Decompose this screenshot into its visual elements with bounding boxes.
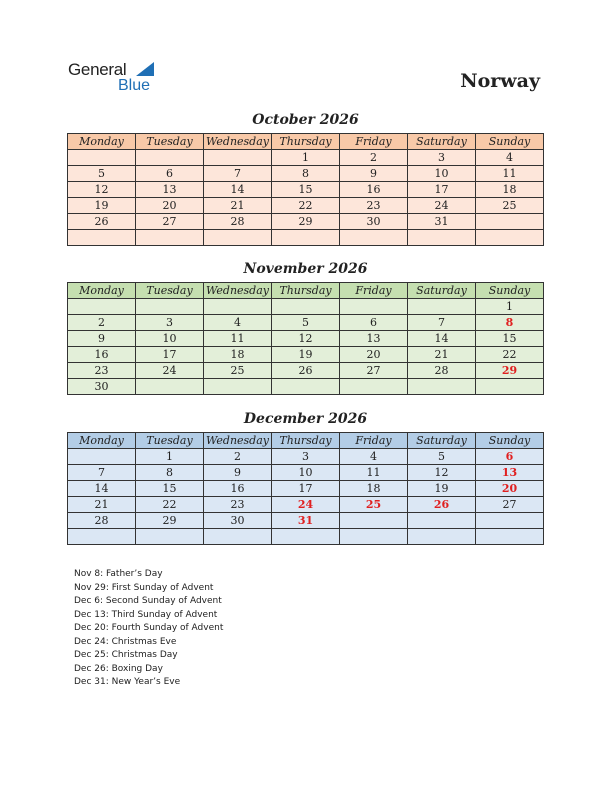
day-cell — [68, 299, 136, 315]
day-cell: 30 — [68, 379, 136, 395]
day-cell: 11 — [476, 166, 544, 182]
holiday-item: Dec 31: New Year’s Eve — [74, 677, 181, 687]
day-cell: 3 — [136, 315, 204, 331]
week-row — [68, 347, 544, 363]
day-cell — [136, 379, 204, 395]
week-row — [68, 363, 544, 379]
day-cell: 19 — [68, 198, 136, 214]
weekday-header-row — [68, 283, 544, 299]
weekday-header: Friday — [340, 283, 408, 299]
day-cell — [68, 230, 136, 246]
day-cell: 12 — [408, 465, 476, 481]
day-cell: 17 — [136, 347, 204, 363]
weekday-header: Monday — [68, 283, 136, 299]
day-cell: 6 — [340, 315, 408, 331]
day-cell: 31 — [408, 214, 476, 230]
day-cell: 20 — [136, 198, 204, 214]
calendar-body — [68, 150, 544, 246]
day-cell: 22 — [136, 497, 204, 513]
week-row — [68, 315, 544, 331]
day-cell: 23 — [204, 497, 272, 513]
day-cell — [476, 529, 544, 545]
day-cell: 20 — [340, 347, 408, 363]
weekday-header: Saturday — [408, 134, 476, 150]
day-cell: 9 — [204, 465, 272, 481]
day-cell: 13 — [136, 182, 204, 198]
weekday-header: Thursday — [272, 433, 340, 449]
day-cell: 12 — [272, 331, 340, 347]
weekday-header: Thursday — [272, 283, 340, 299]
day-cell: 30 — [204, 513, 272, 529]
day-cell: 25 — [204, 363, 272, 379]
day-cell: 8 — [272, 166, 340, 182]
week-row — [68, 331, 544, 347]
holiday-item: Dec 26: Boxing Day — [74, 663, 163, 674]
day-cell: 22 — [476, 347, 544, 363]
day-cell: 23 — [68, 363, 136, 379]
day-cell: 4 — [204, 315, 272, 331]
day-cell: 23 — [340, 198, 408, 214]
day-cell — [136, 299, 204, 315]
day-cell — [68, 150, 136, 166]
day-cell — [204, 529, 272, 545]
holiday-item: Dec 6: Second Sunday of Advent — [74, 596, 222, 606]
day-cell — [408, 299, 476, 315]
day-cell: 21 — [408, 347, 476, 363]
calendar-november — [67, 282, 544, 395]
logo-text-general: General — [68, 60, 127, 79]
week-row — [68, 182, 544, 198]
day-cell: 30 — [340, 214, 408, 230]
day-cell: 29 — [272, 214, 340, 230]
day-cell — [68, 529, 136, 545]
weekday-header: Tuesday — [136, 433, 204, 449]
day-cell: 2 — [340, 150, 408, 166]
day-cell: 11 — [204, 331, 272, 347]
week-row — [68, 449, 544, 465]
day-cell — [136, 230, 204, 246]
day-cell: 9 — [68, 331, 136, 347]
day-cell — [204, 299, 272, 315]
day-cell — [204, 230, 272, 246]
weekday-header: Tuesday — [136, 283, 204, 299]
day-cell: 16 — [340, 182, 408, 198]
day-cell: 7 — [408, 315, 476, 331]
week-row — [68, 198, 544, 214]
weekday-header: Friday — [340, 433, 408, 449]
day-cell: 19 — [272, 347, 340, 363]
day-cell: 14 — [204, 182, 272, 198]
day-cell: 10 — [408, 166, 476, 182]
holiday-item: Dec 13: Third Sunday of Advent — [74, 609, 218, 620]
day-cell: 24 — [272, 497, 340, 513]
weekday-header: Tuesday — [136, 134, 204, 150]
day-cell: 3 — [408, 150, 476, 166]
weekday-header: Wednesday — [204, 134, 272, 150]
holiday-item: Dec 24: Christmas Eve — [74, 636, 177, 647]
day-cell: 18 — [204, 347, 272, 363]
day-cell: 3 — [272, 449, 340, 465]
day-cell: 18 — [476, 182, 544, 198]
day-cell: 13 — [476, 465, 544, 481]
week-row — [68, 166, 544, 182]
day-cell: 16 — [204, 481, 272, 497]
day-cell: 4 — [340, 449, 408, 465]
holiday-item: Nov 29: First Sunday of Advent — [74, 582, 214, 593]
weekday-header: Monday — [68, 433, 136, 449]
day-cell: 1 — [136, 449, 204, 465]
day-cell: 20 — [476, 481, 544, 497]
logo-triangle-icon — [136, 62, 154, 76]
day-cell — [340, 299, 408, 315]
day-cell — [408, 529, 476, 545]
day-cell: 28 — [68, 513, 136, 529]
day-cell: 8 — [136, 465, 204, 481]
day-cell: 25 — [340, 497, 408, 513]
day-cell: 15 — [136, 481, 204, 497]
day-cell: 10 — [272, 465, 340, 481]
day-cell: 14 — [68, 481, 136, 497]
week-row — [68, 299, 544, 315]
day-cell — [136, 150, 204, 166]
day-cell: 24 — [408, 198, 476, 214]
week-row — [68, 214, 544, 230]
day-cell: 8 — [476, 315, 544, 331]
day-cell — [476, 513, 544, 529]
day-cell: 21 — [68, 497, 136, 513]
week-row — [68, 230, 544, 246]
day-cell — [204, 379, 272, 395]
day-cell: 15 — [272, 182, 340, 198]
day-cell: 17 — [272, 481, 340, 497]
day-cell — [408, 379, 476, 395]
day-cell — [340, 379, 408, 395]
weekday-header-row — [68, 433, 544, 449]
day-cell — [136, 529, 204, 545]
day-cell — [476, 230, 544, 246]
day-cell: 13 — [340, 331, 408, 347]
day-cell — [340, 513, 408, 529]
day-cell — [272, 299, 340, 315]
day-cell: 14 — [408, 331, 476, 347]
calendar-body — [68, 299, 544, 395]
week-row — [68, 465, 544, 481]
day-cell: 16 — [68, 347, 136, 363]
day-cell: 29 — [476, 363, 544, 379]
country-title: Norway — [460, 70, 540, 92]
day-cell: 28 — [204, 214, 272, 230]
week-row — [68, 513, 544, 529]
weekday-header-row — [68, 134, 544, 150]
day-cell: 22 — [272, 198, 340, 214]
day-cell — [272, 230, 340, 246]
day-cell: 27 — [340, 363, 408, 379]
week-row — [68, 481, 544, 497]
day-cell — [408, 513, 476, 529]
day-cell: 2 — [204, 449, 272, 465]
day-cell: 9 — [340, 166, 408, 182]
weekday-header: Monday — [68, 134, 136, 150]
day-cell: 12 — [68, 182, 136, 198]
day-cell — [408, 230, 476, 246]
weekday-header: Sunday — [476, 134, 544, 150]
day-cell: 21 — [204, 198, 272, 214]
month-title-october: October 2026 — [252, 112, 359, 128]
day-cell: 31 — [272, 513, 340, 529]
day-cell: 7 — [204, 166, 272, 182]
day-cell: 28 — [408, 363, 476, 379]
day-cell: 1 — [272, 150, 340, 166]
day-cell — [476, 214, 544, 230]
calendar-december — [67, 432, 544, 545]
month-title-december: December 2026 — [243, 411, 368, 427]
weekday-header: Thursday — [272, 134, 340, 150]
month-title-november: November 2026 — [243, 261, 368, 277]
day-cell — [272, 379, 340, 395]
holiday-item: Dec 20: Fourth Sunday of Advent — [74, 623, 224, 633]
weekday-header: Saturday — [408, 433, 476, 449]
day-cell — [204, 150, 272, 166]
weekday-header: Friday — [340, 134, 408, 150]
day-cell — [340, 529, 408, 545]
day-cell: 25 — [476, 198, 544, 214]
weekday-header: Sunday — [476, 433, 544, 449]
day-cell: 26 — [408, 497, 476, 513]
day-cell: 29 — [136, 513, 204, 529]
day-cell: 7 — [68, 465, 136, 481]
calendar-october — [67, 133, 544, 246]
holiday-list — [74, 568, 223, 690]
day-cell: 1 — [476, 299, 544, 315]
day-cell: 6 — [136, 166, 204, 182]
day-cell: 27 — [136, 214, 204, 230]
calendar-body — [68, 449, 544, 545]
weekday-header: Saturday — [408, 283, 476, 299]
day-cell: 26 — [68, 214, 136, 230]
day-cell: 10 — [136, 331, 204, 347]
day-cell: 27 — [476, 497, 544, 513]
week-row — [68, 379, 544, 395]
day-cell — [476, 379, 544, 395]
day-cell: 18 — [340, 481, 408, 497]
day-cell: 15 — [476, 331, 544, 347]
day-cell: 11 — [340, 465, 408, 481]
day-cell: 2 — [68, 315, 136, 331]
holiday-item: Nov 8: Father’s Day — [74, 569, 163, 579]
day-cell: 5 — [68, 166, 136, 182]
weekday-header: Sunday — [476, 283, 544, 299]
day-cell: 19 — [408, 481, 476, 497]
day-cell: 6 — [476, 449, 544, 465]
weekday-header: Wednesday — [204, 283, 272, 299]
day-cell — [272, 529, 340, 545]
day-cell: 5 — [272, 315, 340, 331]
week-row — [68, 529, 544, 545]
holiday-item: Dec 25: Christmas Day — [74, 650, 178, 660]
day-cell: 4 — [476, 150, 544, 166]
week-row — [68, 150, 544, 166]
day-cell: 26 — [272, 363, 340, 379]
weekday-header: Wednesday — [204, 433, 272, 449]
logo — [68, 60, 168, 96]
day-cell — [340, 230, 408, 246]
day-cell: 5 — [408, 449, 476, 465]
day-cell — [68, 449, 136, 465]
day-cell: 24 — [136, 363, 204, 379]
logo-text-blue: Blue — [118, 77, 151, 94]
day-cell: 17 — [408, 182, 476, 198]
week-row — [68, 497, 544, 513]
